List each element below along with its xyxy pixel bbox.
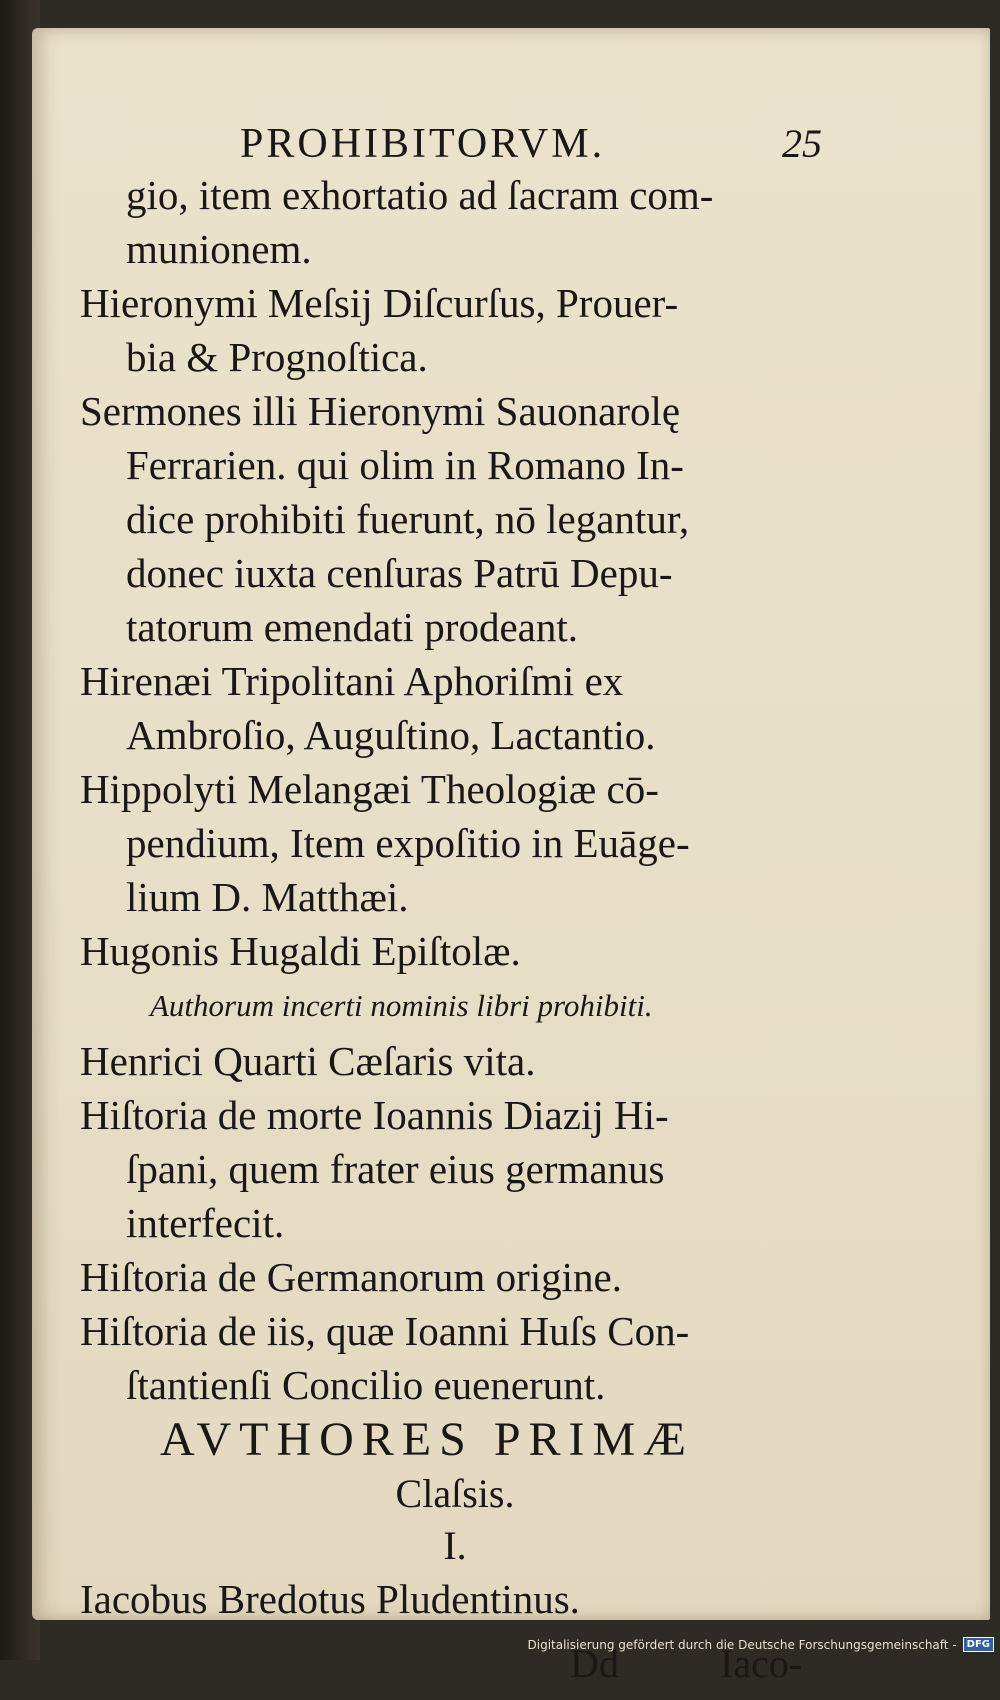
entry-line: lium D. Matthæi. [126,874,409,920]
page-number: 25 [782,121,822,166]
entry-line: Sermones illi Hieronymi Sauonarolę [80,388,681,434]
entry-line: Hieronymi Meſsij Diſcurſus, Prouer- [80,280,679,326]
anonymous-subheading: Authorum incerti nominis libri prohibiti. [150,988,653,1023]
page-header [80,98,830,168]
entry [80,654,830,762]
text-block [80,98,830,1700]
entry-line: Henrici Quarti Cæſaris vita. [80,1038,536,1084]
entry [80,1034,830,1088]
entry-line: bia & Prognoſtica. [126,334,428,380]
entry [80,276,830,384]
catchword: Iaco- [720,1641,803,1686]
entry-line: Ferrarien. qui olim in Romano In- [126,442,684,488]
digitization-credit [528,1637,995,1652]
section-title: AVTHORES PRIMÆ [160,1413,694,1466]
entry-list [80,168,830,978]
entry-line: gio, item exhortatio ad ſacram com- [126,172,714,218]
section-first-entry: Iacobus Bredotus Pludentinus. [80,1576,580,1622]
entry [80,168,830,276]
entry-line: ſpani, quem frater eius germanus [126,1146,665,1192]
credit-text: Digitalisierung gefördert durch die Deutsche Forschungsgemeinschaft - [527,1637,957,1652]
entry-line: dice prohibiti fuerunt, nō legantur, [126,496,690,542]
running-head: PROHIBITORVM. [240,121,606,167]
entry [80,762,830,924]
entry-line: Hirenæi Tripolitani Aphoriſmi ex [80,658,624,704]
entry-line: Hiſtoria de morte Ioannis Diazij Hi- [80,1092,669,1138]
entry [80,384,830,654]
entry-line: Hippolyti Melangæi Theologiæ cō- [80,766,659,812]
entry [80,924,830,978]
entry-line: Hiſtoria de Germanorum origine. [80,1254,622,1300]
section-letter: I. [443,1523,467,1568]
entry-line: donec iuxta cenſuras Patrū Depu- [126,550,673,596]
entry [80,1250,830,1304]
entry-line: pendium, Item expoſitio in Euāge- [126,820,690,866]
entry-line: Ambroſio, Auguſtino, Lactantio. [126,712,656,758]
entry-line: tatorum emendati prodeant. [126,604,578,650]
entry-line: munionem. [126,226,312,272]
dfg-logo-icon: DFG [963,1637,994,1652]
entry-line: Hiſtoria de iis, quæ Ioanni Huſs Con- [80,1308,690,1354]
entry [80,1088,830,1250]
anonymous-entry-list [80,1034,830,1412]
section-subtitle: Claſsis. [395,1471,515,1516]
entry-line: interfecit. [126,1200,285,1246]
entry [80,1304,830,1412]
signature-mark: Dd [570,1641,619,1686]
entry-line: ſtantienſi Concilio euenerunt. [126,1362,606,1408]
entry-line: Hugonis Hugaldi Epiſtolæ. [80,928,521,974]
